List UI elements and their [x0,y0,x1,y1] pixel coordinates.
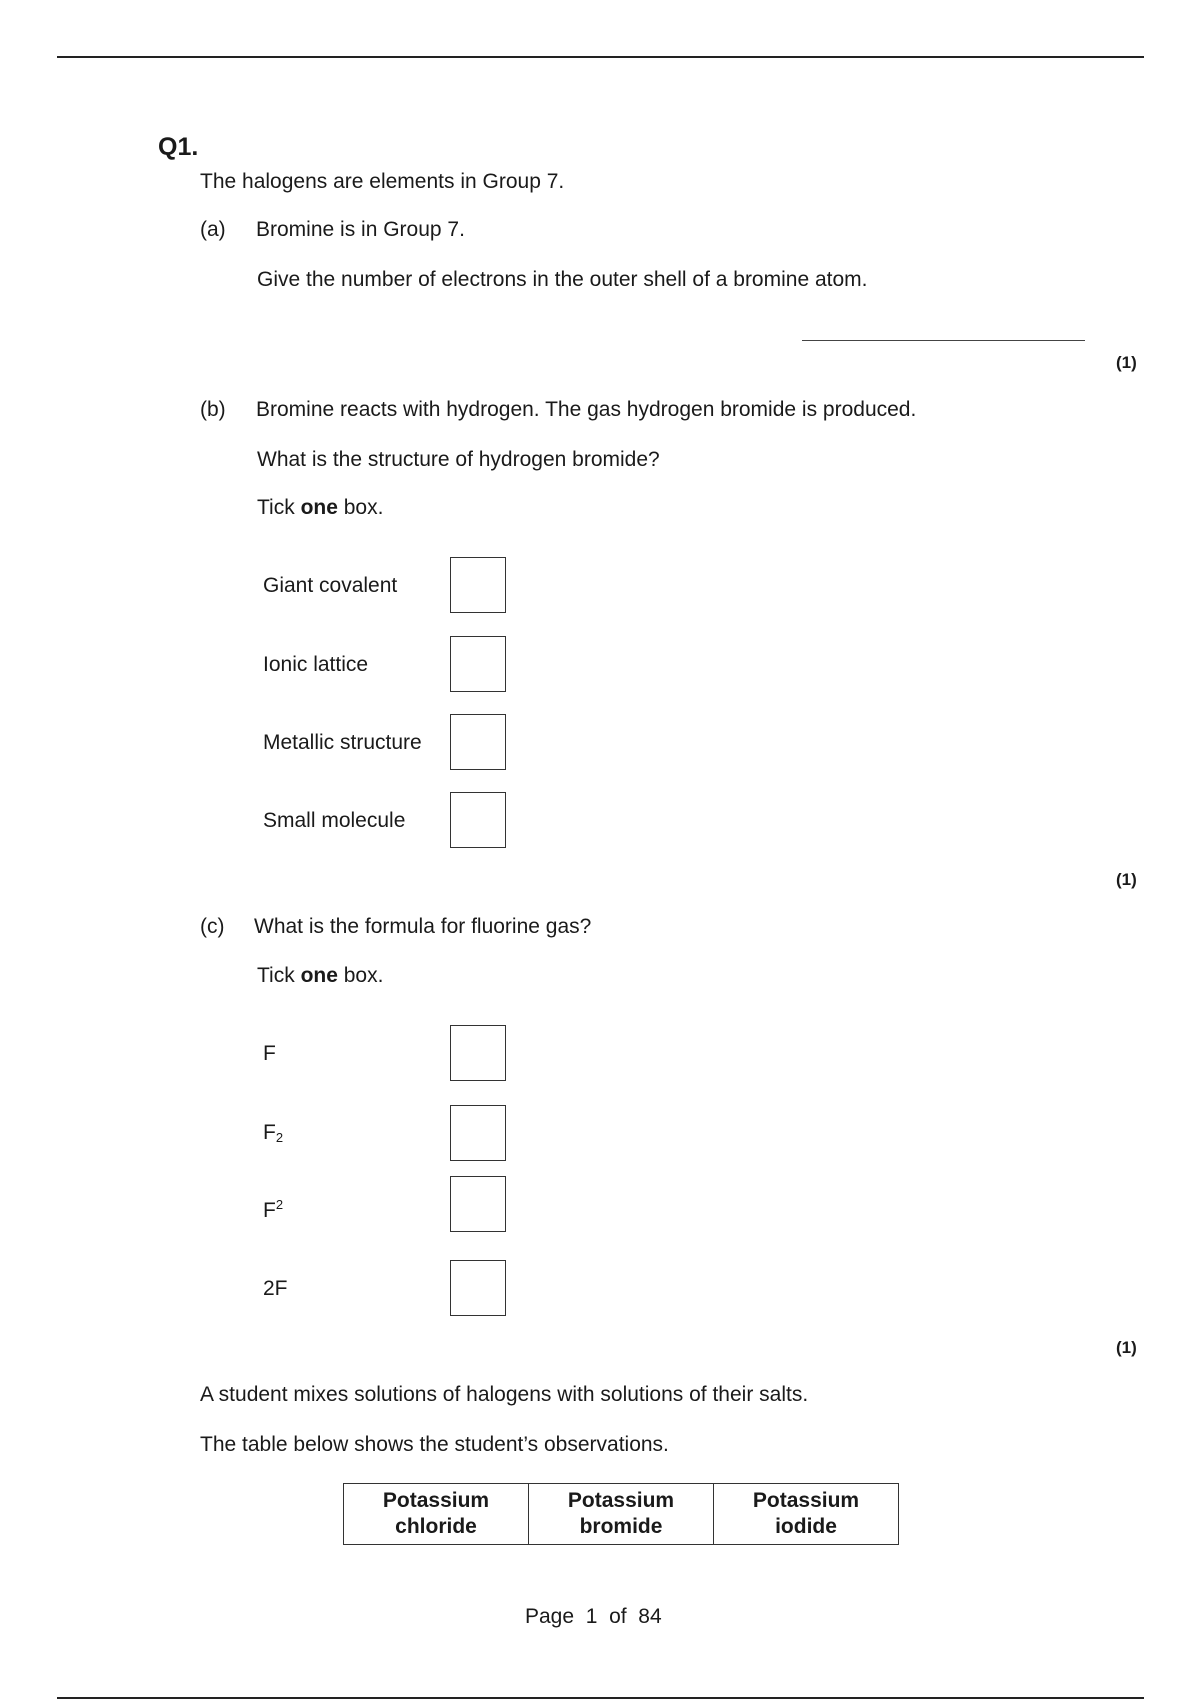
header-potassium-bromide: Potassium bromide [529,1484,714,1545]
page-footer: Page 1 of 84 [525,1605,662,1628]
part-a-marks: (1) [1116,353,1137,372]
option-f: F [263,1042,276,1065]
part-c-prompt: What is the formula for fluorine gas? [254,915,592,938]
question-number: Q1. [158,133,199,161]
part-c-instruction: Tick one box. [257,964,384,987]
header-potassium-iodide: Potassium iodide [714,1484,899,1545]
top-rule [57,56,1144,58]
part-b-instruction: Tick one box. [257,496,384,519]
part-b-marks: (1) [1116,870,1137,889]
part-a-label: (a) [200,218,226,241]
part-a-prompt: Give the number of electrons in the outer shell of a bromine atom. [257,268,868,291]
option-small-molecule: Small molecule [263,809,406,832]
tick-box-metallic-structure[interactable] [450,714,506,770]
part-a-statement: Bromine is in Group 7. [256,218,465,241]
header-potassium-chloride: Potassium chloride [344,1484,529,1545]
option-2f: 2F [263,1277,288,1300]
option-ionic-lattice: Ionic lattice [263,653,369,676]
option-f2-superscript: $F^2$ [263,1197,284,1222]
table-header-row [344,1484,899,1545]
part-b-label: (b) [200,398,226,421]
question-intro: The halogens are elements in Group 7. [200,170,565,193]
tick-box-2f[interactable] [450,1260,506,1316]
tick-box-small-molecule[interactable] [450,792,506,848]
option-metallic-structure: Metallic structure [263,731,422,754]
tick-box-f[interactable] [450,1025,506,1081]
tick-box-giant-covalent[interactable] [450,557,506,613]
part-c-marks: (1) [1116,1338,1137,1357]
part-c-label: (c) [200,915,225,938]
tick-box-f2-subscript[interactable] [450,1105,506,1161]
table-intro-2: The table below shows the student’s observations. [200,1433,669,1456]
tick-box-f2-superscript[interactable] [450,1176,506,1232]
table-intro-1: A student mixes solutions of halogens with solutions of their salts. [200,1383,809,1406]
part-b-prompt: What is the structure of hydrogen bromide? [257,448,660,471]
part-b-statement: Bromine reacts with hydrogen. The gas hydrogen bromide is produced. [256,398,917,421]
part-a-answer-line[interactable] [802,340,1085,341]
tick-box-ionic-lattice[interactable] [450,636,506,692]
observations-table [343,1483,899,1545]
option-giant-covalent: Giant covalent [263,574,398,597]
bottom-rule [57,1697,1144,1699]
option-f2-subscript: $F_2$ [263,1121,284,1145]
